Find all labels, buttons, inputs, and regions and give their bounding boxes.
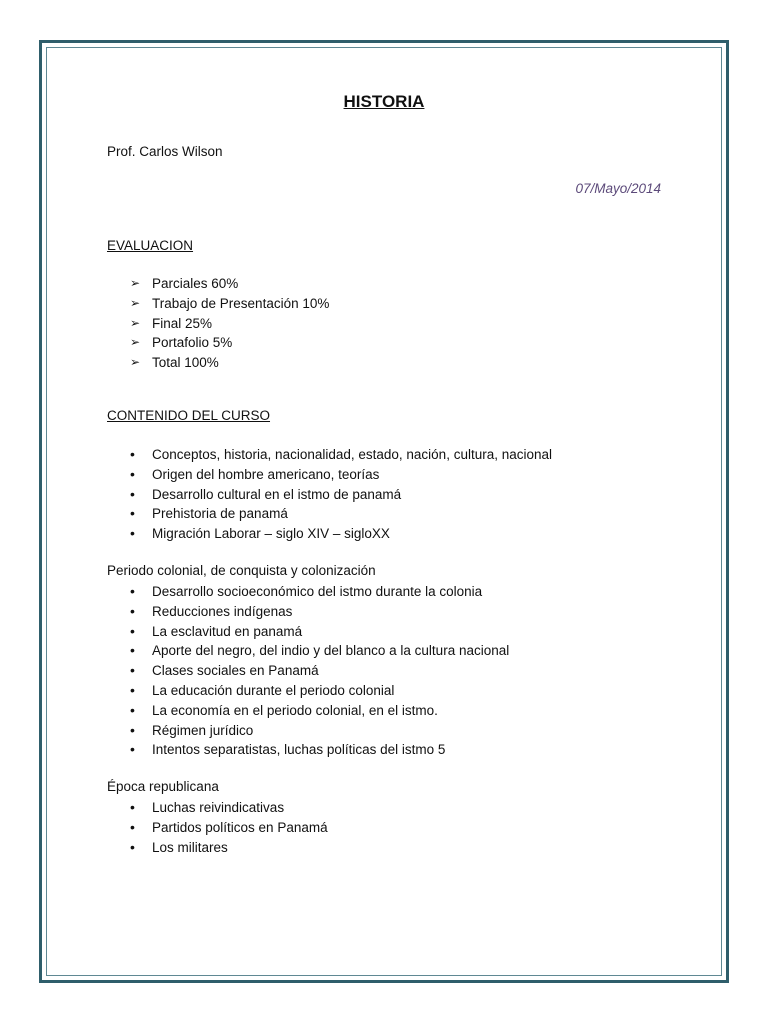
colonial-heading: Periodo colonial, de conquista y colonización [107,563,376,578]
list-item: • Reducciones indígenas [130,602,509,622]
list-item: • Desarrollo cultural en el istmo de panamá [130,485,552,505]
list-item: • Luchas reivindicativas [130,798,328,818]
list-item: • Los militares [130,838,328,858]
list-item: ➢ Parciales 60% [130,274,329,294]
contenido-heading: CONTENIDO DEL CURSO [107,408,271,423]
list-item: • La educación durante el periodo colonial [130,681,509,701]
evaluacion-heading: EVALUACION [107,238,194,253]
list-item: • La esclavitud en panamá [130,622,509,642]
republicana-heading: Época republicana [107,779,219,794]
author-line: Prof. Carlos Wilson [107,144,223,159]
list-item: ➢ Total 100% [130,353,329,373]
list-item: • Aporte del negro, del indio y del blanco a la cultura nacional [130,641,509,661]
document-date: 07/Mayo/2014 [575,181,661,196]
list-item: • Migración Laborar – siglo XIV – sigloXX [130,524,552,544]
list-item: • Régimen jurídico [130,721,509,741]
list-item: • Conceptos, historia, nacionalidad, estado, nación, cultura, nacional [130,445,552,465]
document-title: HISTORIA [343,92,425,111]
list-item: • Clases sociales en Panamá [130,661,509,681]
colonial-list [130,582,509,760]
list-item: • La economía en el periodo colonial, en el istmo. [130,701,509,721]
contenido-list [130,445,552,544]
list-item: • Intentos separatistas, luchas políticas del istmo 5 [130,740,509,760]
list-item: ➢ Final 25% [130,314,329,334]
list-item: • Origen del hombre americano, teorías [130,465,552,485]
list-item: ➢ Portafolio 5% [130,333,329,353]
list-item: ➢ Trabajo de Presentación 10% [130,294,329,314]
list-item: • Desarrollo socioeconómico del istmo durante la colonia [130,582,509,602]
evaluacion-list [130,274,329,373]
list-item: • Prehistoria de panamá [130,504,552,524]
republicana-list [130,798,328,857]
list-item: • Partidos políticos en Panamá [130,818,328,838]
